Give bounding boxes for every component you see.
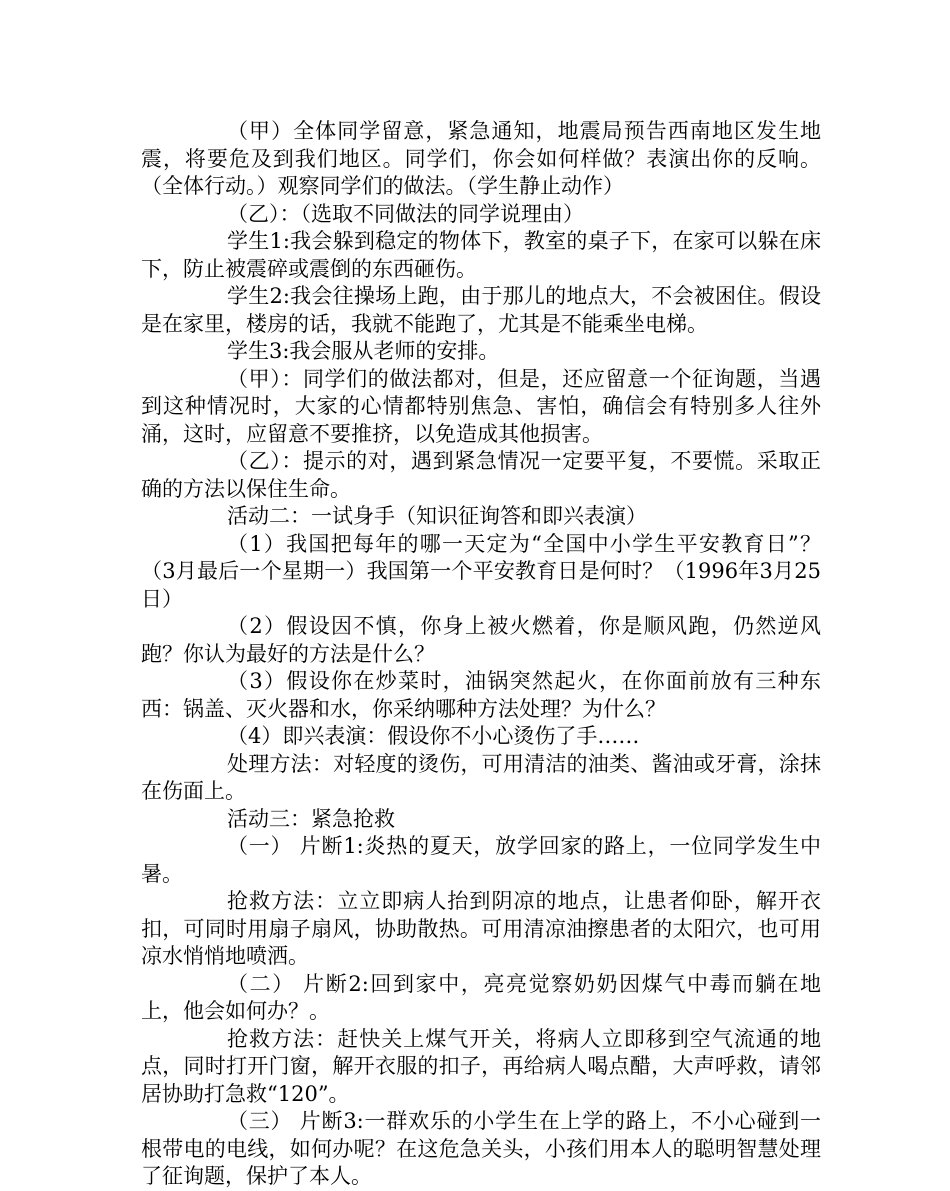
scenario-3: （三） 片断3:一群欢乐的小学生在上学的路上，不小心碰到一根带电的电线，如何办呢？在这危急关头，小孩们用本人的聪明智慧处理了征询题，保护了本人。 bbox=[141, 1109, 821, 1188]
question-1: （1）我国把每年的哪一天定为“全国中小学生平安教育日”？（3月最后一个星期一）我国第一个平安教育日是何时？（1996年3月25日） bbox=[141, 531, 821, 611]
question-4: （4）即兴表演：假设你不小心烫伤了手…… bbox=[227, 724, 640, 748]
paragraph-yi-prompt: （乙）：（选取不同做法的同学说理由） bbox=[227, 201, 584, 226]
paragraph-yi-summary: （乙）：提示的对，遇到紧急情况一定要平复，不要慌。采取正确的方法以保住生命。 bbox=[141, 449, 821, 501]
question-3: （3）假设你在炒菜时，油锅突然起火，在你面前放有三种东西：锅盖、灭火器和水，你采纳哪种方法处理？为什么？ bbox=[141, 669, 821, 721]
scenario-2: （二） 片断2:回到家中，亮亮觉察奶奶因煤气中毒而躺在地上，他会如何办？。 bbox=[141, 971, 821, 1023]
heading-activity-three: 活动三：紧急抢救 bbox=[227, 806, 395, 831]
paragraph-burn-treatment: 处理方法：对轻度的烫伤，可用清洁的油类、酱油或牙膏，涂抹在伤面上。 bbox=[141, 751, 821, 803]
paragraph-student-2: 学生2:我会往操场上跑，由于那儿的地点大，不会被困住。假设是在家里，楼房的话，我就不能跑了，尤其是不能乘坐电梯。 bbox=[141, 284, 821, 336]
question-2: （2）假设因不慎，你身上被火燃着，你是顺风跑，仍然逆风跑？你认为最好的方法是什么？ bbox=[141, 614, 821, 666]
paragraph-jia-summary: （甲）：同学们的做法都对，但是，还应留意一个征询题，当遇到这种情况时，大家的心情都特别焦急、害怕，确信会有特别多人往外涌，这时，应留意不要推挤，以免造成其他损害。 bbox=[141, 366, 821, 446]
paragraph-student-3: 学生3:我会服从老师的安排。 bbox=[227, 339, 500, 363]
document-body bbox=[141, 118, 821, 1191]
paragraph-gas-rescue: 抢救方法：赶快关上煤气开关，将病人立即移到空气流通的地点，同时打开门窗，解开衣服的扣子，再给病人喝点醋，大声呼救，请邻居协助打急救“120”。 bbox=[141, 1026, 821, 1106]
paragraph-earthquake-notice: （甲）全体同学留意，紧急通知，地震局预告西南地区发生地震，将要危及到我们地区。同学们，你会如何样做？表演出你的反响。（全体行动。）观察同学们的做法。（学生静止动作） bbox=[141, 119, 821, 198]
scenario-1: （一） 片断1:炎热的夏天，放学回家的路上，一位同学发生中暑。 bbox=[141, 834, 821, 886]
paragraph-heatstroke-rescue: 抢救方法：立立即病人抬到阴凉的地点，让患者仰卧，解开衣扣，可同时用扇子扇风，协助散热。可用清凉油擦患者的太阳穴，也可用凉水悄悄地喷洒。 bbox=[141, 889, 821, 968]
paragraph-student-1: 学生1:我会躲到稳定的物体下，教室的桌子下，在家可以躲在床下，防止被震碎或震倒的东西砸伤。 bbox=[141, 229, 821, 281]
heading-activity-two: 活动二：一试身手（知识征询答和即兴表演） bbox=[227, 504, 647, 528]
